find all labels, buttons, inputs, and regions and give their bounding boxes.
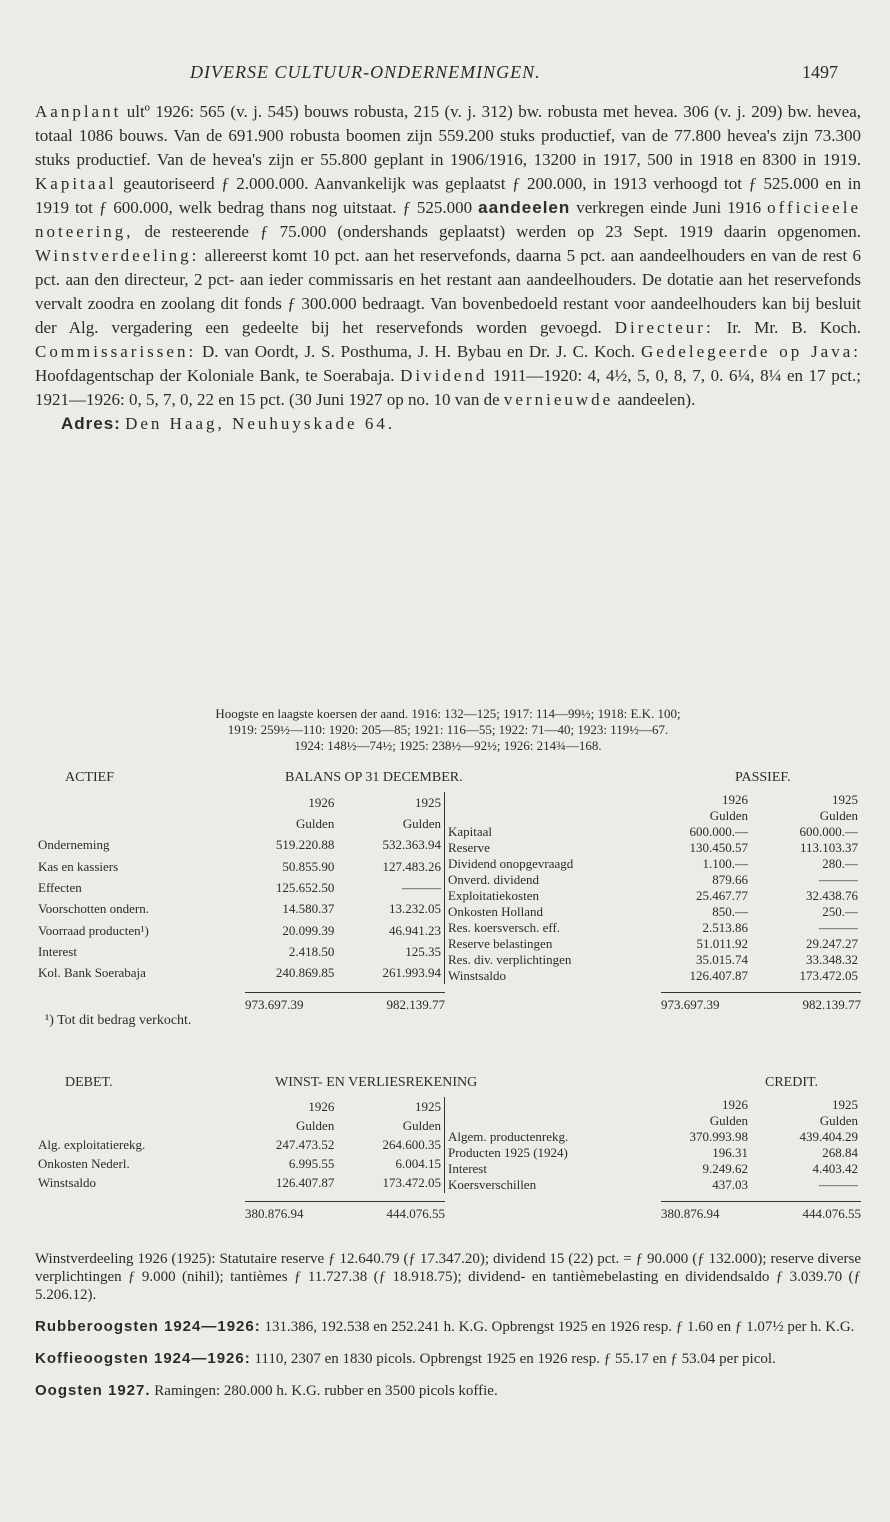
debet-heading: DEBET.	[65, 1075, 113, 1090]
unit-row	[445, 1113, 861, 1129]
row-value-1925: 261.993.94	[337, 963, 444, 984]
credit-total	[445, 1201, 861, 1222]
table-row	[445, 952, 861, 968]
row-value-1925: 600.000.—	[799, 824, 858, 839]
row-value-1926: 25.467.77	[696, 888, 748, 903]
row-label: Reserve belastingen	[448, 936, 553, 951]
year-label: 1925	[337, 1097, 444, 1116]
profit-loss-title: WINST- EN VERLIESREKENING	[275, 1075, 478, 1090]
row-label: Res. koersversch. eff.	[448, 920, 561, 935]
row-value-1926: 196.31	[712, 1145, 748, 1160]
row-value-1925: 250.—	[822, 904, 858, 919]
row-value-1925: 280.—	[822, 856, 858, 871]
row-label: Kas en kassiers	[38, 858, 119, 874]
company-description	[35, 100, 861, 436]
year-label: 1925	[832, 1097, 858, 1112]
row-value-1926: 126.407.87	[275, 1175, 335, 1191]
passief-total	[445, 992, 861, 1013]
table-row	[35, 941, 445, 962]
table-row	[35, 856, 445, 877]
row-value-1926: 126.407.87	[689, 968, 748, 983]
page-number: 1497	[802, 62, 838, 82]
row-value-1926: 247.473.52	[275, 1136, 335, 1152]
row-label: Reserve	[448, 840, 490, 855]
table-row	[445, 856, 861, 872]
row-label: Alg. exploitatierekg.	[38, 1136, 146, 1152]
winstverdeeling-label: Winstverdeeling:	[35, 246, 200, 265]
closing-notes	[35, 1250, 861, 1400]
table-row	[445, 1129, 861, 1145]
actief-total	[35, 992, 445, 1013]
page-title: DIVERSE CULTUUR-ONDERNEMINGEN.	[190, 62, 541, 82]
row-value-1925: 439.404.29	[799, 1129, 858, 1144]
row-label: Voorraad producten¹)	[38, 922, 149, 938]
unit-label: Gulden	[819, 808, 858, 823]
commissarissen-text: D. van Oordt, J. S. Posthuma, J. H. Bybau en Dr. J. C. Koch.	[196, 342, 641, 361]
row-value-1926: 437.03	[712, 1177, 748, 1192]
table-row	[445, 888, 861, 904]
table-row	[445, 1145, 861, 1161]
row-label: Onkosten Holland	[448, 904, 543, 919]
gedelegeerde-label: Gedelegeerde op Java:	[640, 342, 861, 361]
oogsten-label: Oogsten 1927.	[35, 1382, 151, 1399]
credit-table	[445, 1097, 861, 1193]
year-row	[445, 1097, 861, 1113]
table-row	[445, 824, 861, 840]
balance-totals	[35, 992, 861, 1013]
unit-label: Gulden	[337, 813, 444, 834]
passief-table	[445, 792, 861, 984]
row-value-1926: 2.513.86	[702, 920, 748, 935]
debet-total-row	[245, 1201, 445, 1222]
notering-text: de resteerende ƒ 75.000 (ondershands geplaatst) werden op 23 Sept. 1919 daarin opgenomen.	[133, 222, 861, 241]
year-label: 1926	[308, 794, 335, 810]
aandeelen-label: aandeelen	[478, 198, 571, 217]
profit-loss-body	[35, 1097, 861, 1193]
adres-label: Adres:	[61, 414, 121, 433]
row-value-1925: 46.941.23	[337, 920, 444, 941]
row-value-1925: 264.600.35	[337, 1135, 444, 1154]
rubber-label: Rubberoogsten 1924—1926:	[35, 1318, 261, 1335]
winstverdeeling-note: Winstverdeeling 1926 (1925): Statutaire reserve ƒ 12.640.79 (ƒ 17.347.20); dividend 15 (22) pct. = ƒ 90.000 (ƒ 132.000); reserve diverse verplichtingen ƒ 9.000 (nihil); tantièmes ƒ 11.727.38 (ƒ 18.918.75); dividend- en tantièmebelasting en dividendsaldo ƒ 3.039.70 (ƒ 5.206.12).	[35, 1251, 861, 1303]
row-value-1926: 370.993.98	[689, 1129, 748, 1144]
row-value-1925: ———	[819, 1177, 858, 1192]
row-label: Effecten	[38, 879, 82, 895]
balance-header	[35, 770, 861, 792]
table-row	[35, 920, 445, 941]
unit-row	[35, 1116, 445, 1135]
row-label: Kol. Bank Soerabaja	[38, 965, 146, 981]
row-value-1925: ———	[819, 872, 858, 887]
row-value-1926: 9.249.62	[702, 1161, 748, 1176]
year-label: 1926	[722, 792, 748, 807]
passief-total-row	[661, 992, 861, 1013]
row-label: Producten 1925 (1924)	[448, 1145, 568, 1160]
row-label: Onderneming	[38, 837, 110, 853]
actief-table	[35, 792, 445, 984]
row-label: Winstsaldo	[38, 1175, 96, 1191]
row-value-1926: 6.995.55	[288, 1156, 335, 1172]
kapitaal-label: Kapitaal	[35, 174, 117, 193]
aandeelen-text: verkregen einde Juni 1916	[570, 198, 768, 217]
table-row	[35, 899, 445, 920]
vernieuwde-text: aandeelen).	[613, 390, 696, 409]
running-header	[0, 62, 890, 86]
row-value-1925: 29.247.27	[806, 936, 858, 951]
year-row	[445, 792, 861, 808]
debet-table	[35, 1097, 445, 1193]
row-value-1926: 2.418.50	[288, 943, 335, 959]
intro-paragraph	[35, 100, 861, 412]
table-row	[35, 835, 445, 856]
balance-footnote: ¹) Tot dit bedrag verkocht.	[45, 1013, 192, 1028]
table-row	[445, 968, 861, 984]
commissarissen-label: Commissarissen:	[35, 342, 197, 361]
row-value-1925: 532.363.94	[337, 835, 444, 856]
adres-text: Den Haag, Neuhuyskade 64.	[125, 414, 396, 433]
table-row	[35, 1135, 445, 1154]
total-value: 973.697.39	[245, 997, 304, 1012]
row-value-1925: 13.232.05	[337, 899, 444, 920]
debet-total	[35, 1201, 445, 1222]
row-value-1926: 879.66	[712, 872, 748, 887]
row-label: Koersverschillen	[448, 1177, 537, 1192]
koffie-note	[35, 1350, 861, 1368]
year-row	[35, 792, 445, 813]
row-value-1926: 130.450.57	[689, 840, 748, 855]
total-value: 982.139.77	[386, 997, 445, 1012]
year-label: 1926	[722, 1097, 748, 1112]
actief-total-row	[245, 992, 445, 1013]
row-label: Kapitaal	[448, 824, 493, 839]
vernieuwde-label: vernieuwde	[503, 390, 614, 409]
row-value-1925: 125.35	[337, 941, 444, 962]
credit-total-row	[661, 1201, 861, 1222]
balance-sheet	[35, 770, 861, 1029]
total-value: 444.076.55	[802, 1206, 861, 1221]
table-row	[445, 840, 861, 856]
balance-body	[35, 792, 861, 984]
row-label: Onverd. dividend	[448, 872, 539, 887]
kapitaal-text: geautoriseerd ƒ 2.000.000. Aanvankelijk was geplaatst ƒ 200.000, in 1913 verhoogd tot ƒ 525.000 en in 1919 tot ƒ 600.000, welk bedrag thans nog uitstaat. ƒ 525.000	[35, 174, 861, 217]
row-value-1925: 268.84	[822, 1145, 858, 1160]
koffie-label: Koffieoogsten 1924—1926:	[35, 1350, 251, 1367]
row-label: Voorschotten ondern.	[38, 901, 149, 917]
winstverdeeling-text: allereerst komt 10 pct. aan het reservefonds, daarna 5 pct. aan aandeelhouders en van de rest 6 pct. aan den directeur, 2 pct- aan ieder commissaris en het restant aan aandeelhouders. De dotatie aan het reservefonds vervalt zoodra en zoolang dit fonds ƒ 300.000 bedraagt. Van bovenbedoeld restant voor aandeelhouders kan bij besluit der Alg. vergadering een gedeelte bij het reservefonds worden gevoegd.	[35, 246, 861, 337]
address-line	[35, 412, 861, 436]
directeur-label: Directeur:	[614, 318, 714, 337]
unit-row	[445, 808, 861, 824]
koersen-block	[35, 706, 861, 754]
table-row	[445, 1161, 861, 1177]
row-value-1926: 125.652.50	[275, 879, 335, 895]
row-value-1926: 600.000.—	[689, 824, 748, 839]
year-label: 1925	[832, 792, 858, 807]
koersen-line-2: 1919: 259½—110: 1920: 205—85; 1921: 116—55; 1922: 71—40; 1923: 119½—67.	[227, 722, 669, 737]
unit-label: Gulden	[296, 1117, 335, 1133]
row-value-1925: 33.348.32	[806, 952, 858, 967]
row-value-1926: 35.015.74	[696, 952, 748, 967]
unit-row	[35, 813, 445, 834]
row-label: Interest	[38, 943, 77, 959]
row-value-1926: 50.855.90	[282, 858, 335, 874]
table-row	[35, 1174, 445, 1193]
row-value-1925: 113.103.37	[799, 840, 858, 855]
passief-heading: PASSIEF.	[735, 770, 791, 785]
row-value-1926: 1.100.—	[702, 856, 748, 871]
table-row	[445, 920, 861, 936]
koersen-line-1: Hoogste en laagste koersen der aand. 1916: 132—125; 1917: 114—99½; 1918: E.K. 100;	[215, 706, 681, 721]
row-value-1926: 519.220.88	[275, 837, 335, 853]
unit-label: Gulden	[337, 1116, 444, 1135]
row-value-1925: 6.004.15	[337, 1155, 444, 1174]
row-label: Interest	[448, 1161, 487, 1176]
year-row	[35, 1097, 445, 1116]
table-row	[445, 936, 861, 952]
table-row	[445, 1177, 861, 1193]
row-value-1925: 4.403.42	[812, 1161, 858, 1176]
row-value-1925: 32.438.76	[806, 888, 858, 903]
total-value: 380.876.94	[245, 1206, 304, 1221]
total-value: 982.139.77	[802, 997, 861, 1012]
unit-label: Gulden	[296, 815, 335, 831]
table-row	[35, 1155, 445, 1174]
koersen-line-3: 1924: 148½—74½; 1925: 238½—92½; 1926: 214¾—168.	[294, 738, 602, 753]
total-value: 973.697.39	[661, 997, 720, 1012]
dividend-text: 1911—1920: 4, 4½, 5, 0, 8, 7, 0. 6¼, 8¼ en 17 pct.; 1921—1926: 0, 5, 7, 0, 22 en 15 pct. (30 Juni 1927 op no. 10 van de	[35, 366, 861, 409]
row-value-1925: ———	[337, 877, 444, 898]
rubber-text: 131.386, 192.538 en 252.241 h. K.G. Opbrengst 1925 en 1926 resp. ƒ 1.60 en ƒ 1.07½ per h. K.G.	[260, 1319, 855, 1335]
row-value-1925: 173.472.05	[799, 968, 858, 983]
row-value-1926: 20.099.39	[282, 922, 335, 938]
rubber-note	[35, 1318, 861, 1336]
profit-loss-totals	[35, 1201, 861, 1222]
koffie-text: 1110, 2307 en 1830 picols. Opbrengst 1925 en 1926 resp. ƒ 55.17 en ƒ 53.04 per picol.	[250, 1351, 776, 1367]
dividend-label: Dividend	[400, 366, 488, 385]
actief-heading: ACTIEF	[65, 770, 114, 785]
aanplant-label: Aanplant	[35, 102, 122, 121]
row-value-1926: 14.580.37	[282, 901, 335, 917]
table-row	[445, 904, 861, 920]
row-label: Winstsaldo	[448, 968, 506, 983]
profit-loss-account	[35, 1075, 861, 1222]
balance-title: BALANS OP 31 DECEMBER.	[285, 770, 463, 785]
row-label: Exploitatiekosten	[448, 888, 539, 903]
row-value-1926: 850.—	[712, 904, 748, 919]
oogsten-note	[35, 1382, 861, 1400]
unit-label: Gulden	[819, 1113, 858, 1128]
directeur-text: Ir. Mr. B. Koch.	[713, 318, 861, 337]
row-value-1926: 51.011.92	[696, 936, 748, 951]
unit-label: Gulden	[709, 1113, 748, 1128]
credit-heading: CREDIT.	[765, 1075, 819, 1090]
total-value: 380.876.94	[661, 1206, 720, 1221]
row-label: Algem. productenrekg.	[448, 1129, 569, 1144]
table-row	[445, 872, 861, 888]
row-value-1926: 240.869.85	[275, 965, 335, 981]
notering-label: officieele noteering,	[35, 198, 861, 241]
total-value: 444.076.55	[386, 1206, 445, 1221]
gedelegeerde-text: Hoofdagentschap der Koloniale Bank, te Soerabaja.	[35, 366, 401, 385]
row-value-1925: ———	[819, 920, 858, 935]
year-label: 1925	[337, 792, 444, 813]
row-value-1925: 127.483.26	[337, 856, 444, 877]
table-row	[35, 877, 445, 898]
row-label: Onkosten Nederl.	[38, 1156, 130, 1172]
table-row	[35, 963, 445, 984]
unit-label: Gulden	[709, 808, 748, 823]
oogsten-text: Ramingen: 280.000 h. K.G. rubber en 3500 picols koffie.	[150, 1383, 498, 1399]
row-label: Res. div. verplichtingen	[448, 952, 572, 967]
row-label: Dividend onopgevraagd	[448, 856, 574, 871]
row-value-1925: 173.472.05	[337, 1174, 444, 1193]
year-label: 1926	[308, 1098, 335, 1114]
aanplant-text: ultº 1926: 565 (v. j. 545) bouws robusta, 215 (v. j. 312) bw. robusta met hevea. 306 (v. j. 209) bw. hevea, totaal 1086 bouws. Van de 691.900 robusta boomen zijn 559.200 stuks productief, van de 77.800 hevea's zijn 73.300 stuks productief. Van de hevea's zijn er 55.800 geplant in 1906/1916, 13200 in 1917, 500 in 1918 en 8300 in 1919.	[35, 102, 861, 169]
profit-loss-header	[35, 1075, 861, 1097]
